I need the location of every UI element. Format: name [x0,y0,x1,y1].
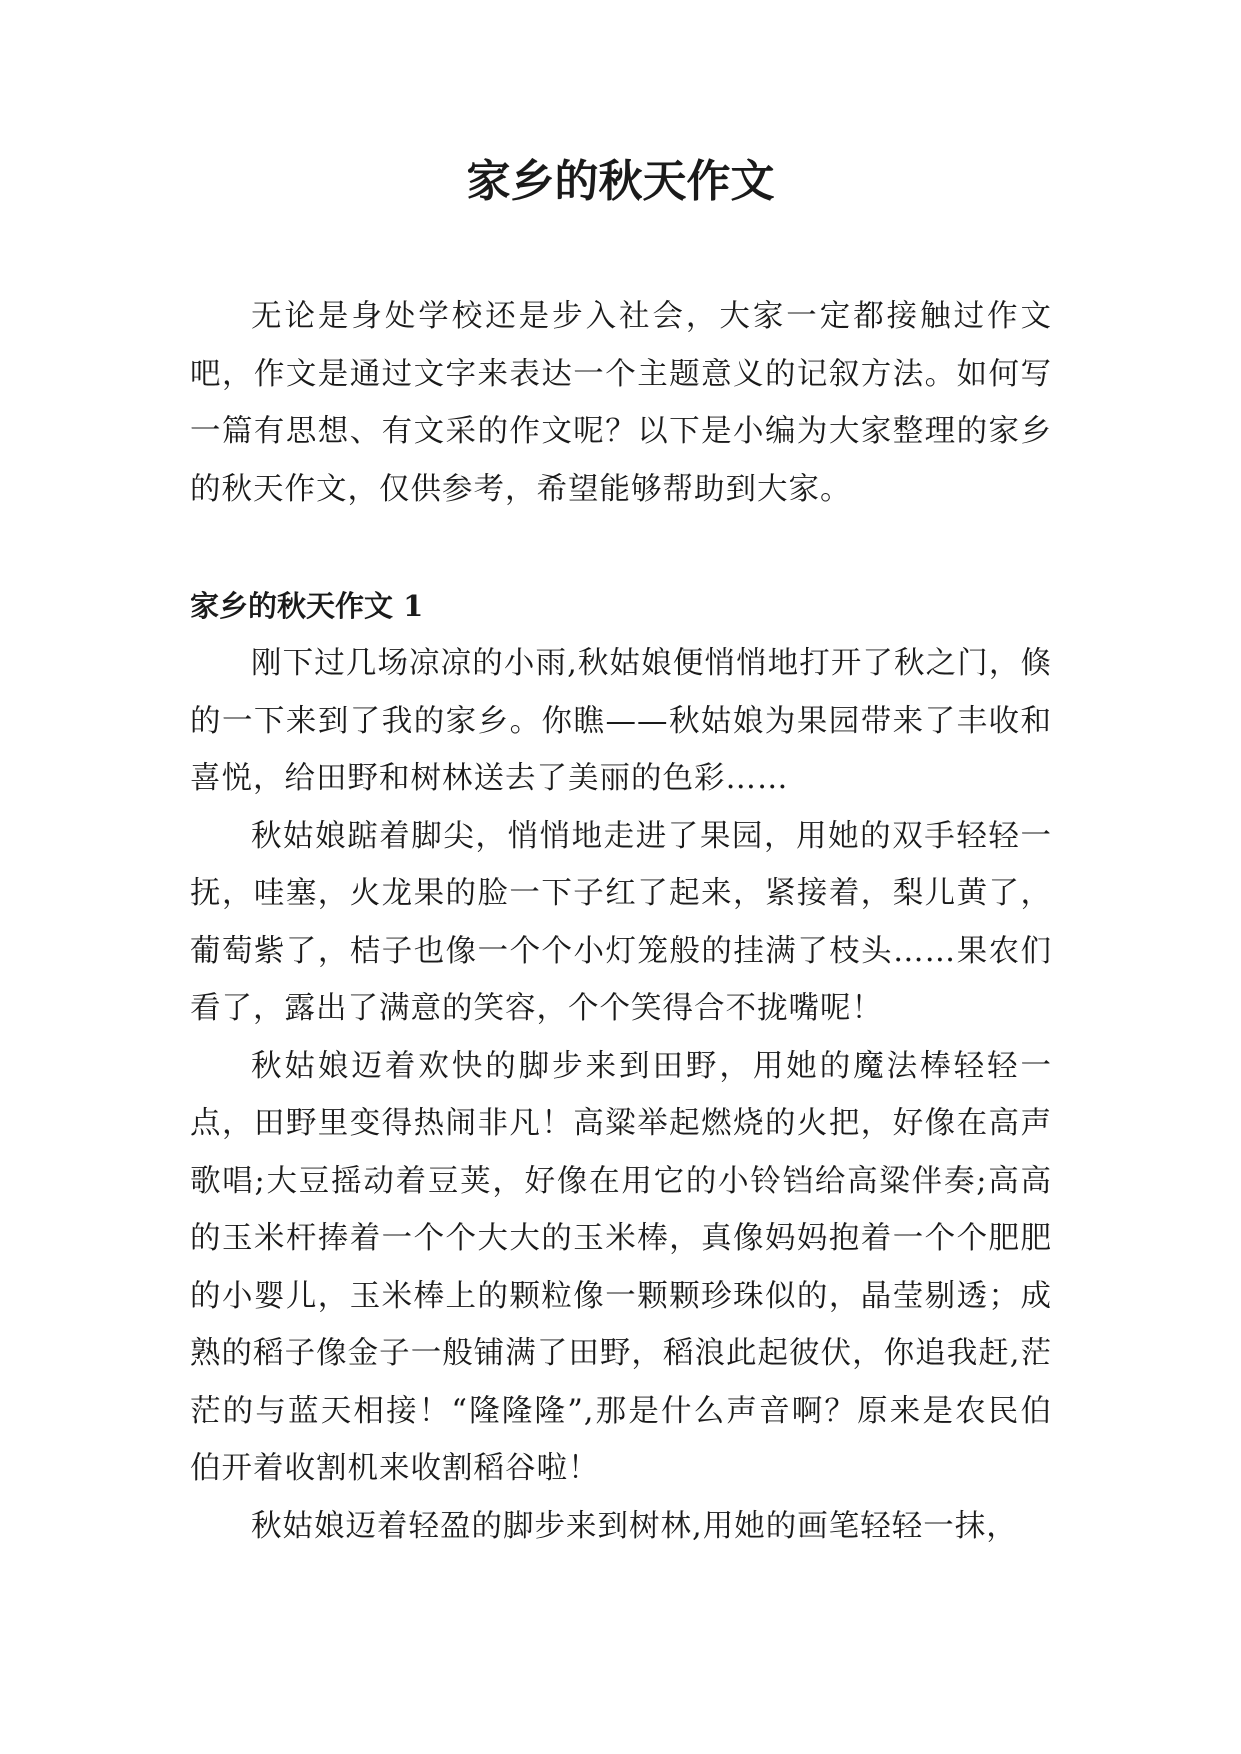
document-title: 家乡的秋天作文 [466,156,775,207]
essay-paragraph: 秋姑娘迈着欢快的脚步来到田野，用她的魔法棒轻轻一点，田野里变得热闹非凡！高粱举起燃烧的火把，好像在高声歌唱;大豆摇动着豆荚，好像在用它的小铃铛给高粱伴奏;高高的玉米杆捧着一个个大大的玉米棒，真像妈妈抱着一个个肥肥的小婴儿，玉米棒上的颗粒像一颗颗珍珠似的，晶莹剔透；成熟的稻子像金子一般铺满了田野，稻浪此起彼伏，你追我赶,茫茫的与蓝天相接！“隆隆隆”,那是什么声音啊？原来是农民伯伯开着收割机来收割稻谷啦！ [190,1048,1052,1486]
essay-body [190,635,1052,1555]
essay-paragraph: 秋姑娘迈着轻盈的脚步来到树林,用她的画笔轻轻一抹， [251,1508,1018,1544]
essay-paragraph: 秋姑娘踮着脚尖，悄悄地走进了果园，用她的双手轻轻一抚，哇塞，火龙果的脸一下子红了起来，紧接着，梨儿黄了，葡萄紫了，桔子也像一个个小灯笼般的挂满了枝头……果农们看了，露出了满意的笑容，个个笑得合不拢嘴呢！ [190,818,1052,1026]
section-heading: 家乡的秋天作文 1 [190,589,424,623]
essay-paragraph: 刚下过几场凉凉的小雨,秋姑娘便悄悄地打开了秋之门，倏的一下来到了我的家乡。你瞧——秋姑娘为果园带来了丰收和喜悦，给田野和树林送去了美丽的色彩…… [190,646,1052,796]
intro-paragraph: 无论是身处学校还是步入社会，大家一定都接触过作文吧，作文是通过文字来表达一个主题意义的记叙方法。如何写一篇有思想、有文采的作文呢？以下是小编为大家整理的家乡的秋天作文，仅供参考，希望能够帮助到大家。 [190,299,1052,507]
